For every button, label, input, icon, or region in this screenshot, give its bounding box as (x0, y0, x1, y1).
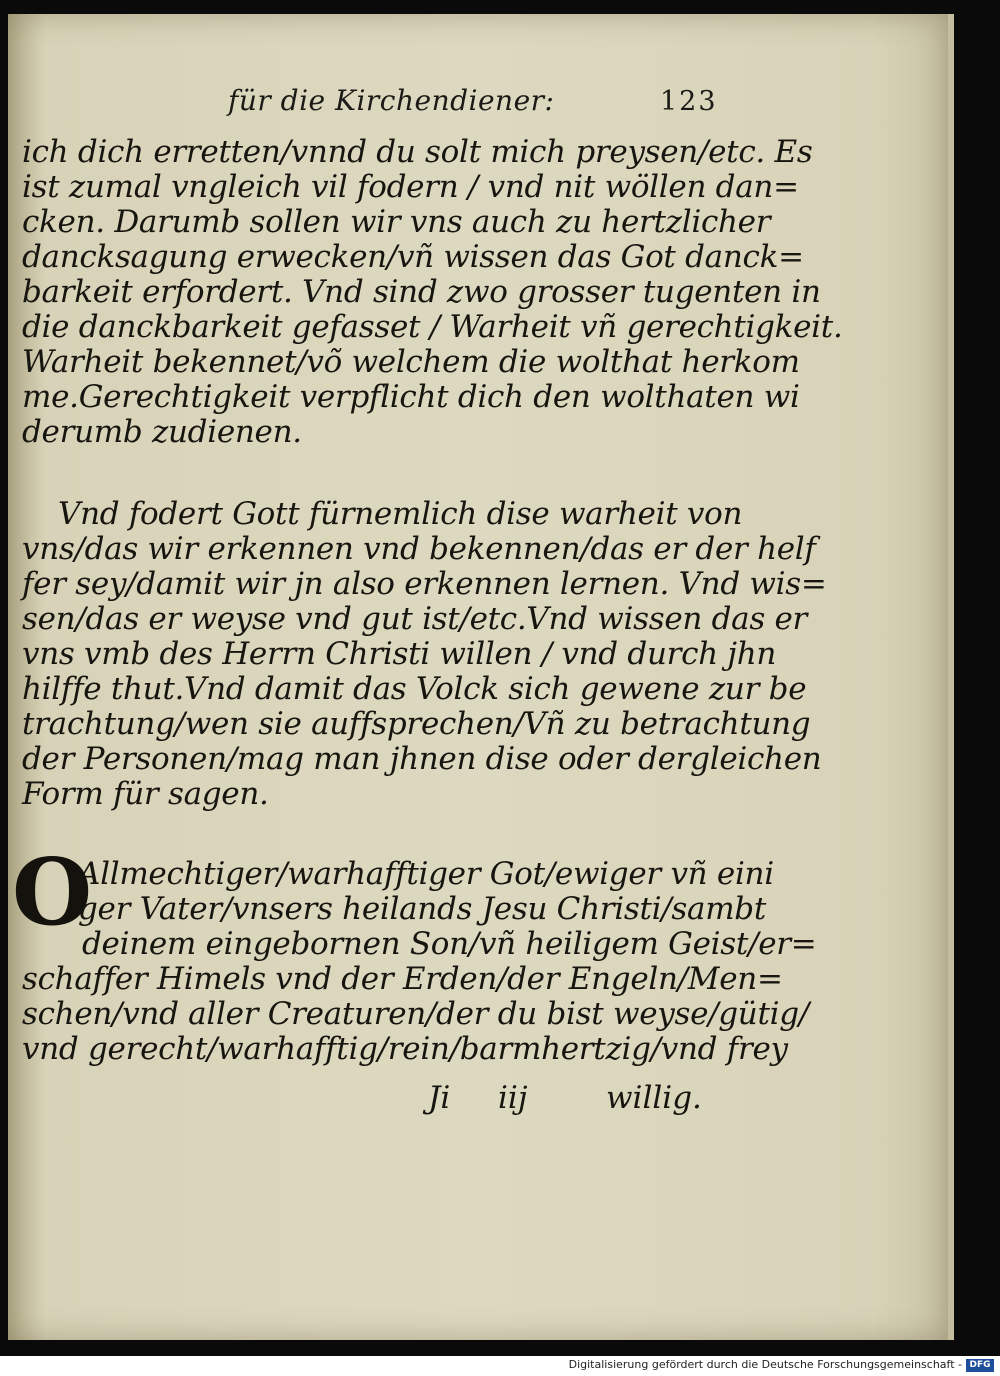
text-line: Form für sagen. (22, 776, 269, 812)
signature-mark: Ji (428, 1080, 451, 1116)
signature-number: iij (498, 1080, 528, 1116)
text-line: ist zumal vngleich vil fodern / vnd nit wöllen dan= (22, 169, 799, 205)
text-line: cken. Darumb sollen wir vns auch zu hertzlicher (22, 204, 771, 240)
text-line: der Personen/mag man jhnen dise oder dergleichen (22, 741, 822, 777)
page-edge (948, 14, 954, 1340)
text-line: die danckbarkeit gefasset / Warheit vñ gerechtigkeit. (22, 309, 843, 345)
text-line: Vnd fodert Gott fürnemlich dise warheit von (58, 496, 743, 532)
funding-credit: Digitalisierung gefördert durch die Deutsche Forschungsgemeinschaft - (568, 1358, 962, 1371)
text-line: vns/das wir erkennen vnd bekennen/das er der helf (22, 531, 816, 567)
text-line: dancksagung erwecken/vñ wissen das Got danck= (22, 239, 804, 275)
text-line: Allmechtiger/warhafftiger Got/ewiger vñ eini (78, 856, 774, 892)
footer-bar (0, 1356, 1000, 1376)
text-line: barkeit erfordert. Vnd sind zwo grosser tugenten in (22, 274, 821, 310)
running-head: für die Kirchendiener: (228, 84, 555, 117)
text-line: sen/das er weyse vnd gut ist/etc.Vnd wissen das er (22, 601, 808, 637)
text-line: schen/vnd aller Creaturen/der du bist weyse/gütig/ (22, 996, 809, 1032)
text-line: ger Vater/vnsers heilands Jesu Christi/sambt (78, 891, 766, 927)
paragraph-1 (22, 134, 843, 450)
text-line: trachtung/wen sie auffsprechen/Vñ zu betrachtung (22, 706, 811, 742)
text-line: me.Gerechtigkeit verpflicht dich den wolthaten wi (22, 379, 800, 415)
dfg-logo-icon: DFG (966, 1359, 994, 1372)
paragraph-3 (22, 856, 817, 1067)
text-line: vns vmb des Herrn Christi willen / vnd durch jhn (22, 636, 777, 672)
text-line: derumb zudienen. (22, 414, 302, 450)
signature-line (0, 1078, 1000, 1118)
text-line: deinem eingebornen Son/vñ heiligem Geist/er= (82, 926, 817, 962)
text-line: hilffe thut.Vnd damit das Volck sich gewene zur be (22, 671, 807, 707)
text-line: Warheit bekennet/võ welchem die wolthat herkom (22, 344, 800, 380)
page-header (0, 78, 1000, 118)
text-line: vnd gerecht/warhafftig/rein/barmhertzig/vnd frey (22, 1031, 788, 1067)
catchword: willig. (606, 1080, 702, 1116)
paragraph-2 (22, 496, 827, 812)
drop-cap-initial: O (12, 838, 93, 946)
text-line: ich dich erretten/vnnd du solt mich preysen/etc. Es (22, 134, 813, 170)
page-number: 123 (660, 86, 718, 117)
text-line: schaffer Himels vnd der Erden/der Engeln/Men= (22, 961, 783, 997)
text-line: fer sey/damit wir jn also erkennen lernen. Vnd wis= (22, 566, 827, 602)
